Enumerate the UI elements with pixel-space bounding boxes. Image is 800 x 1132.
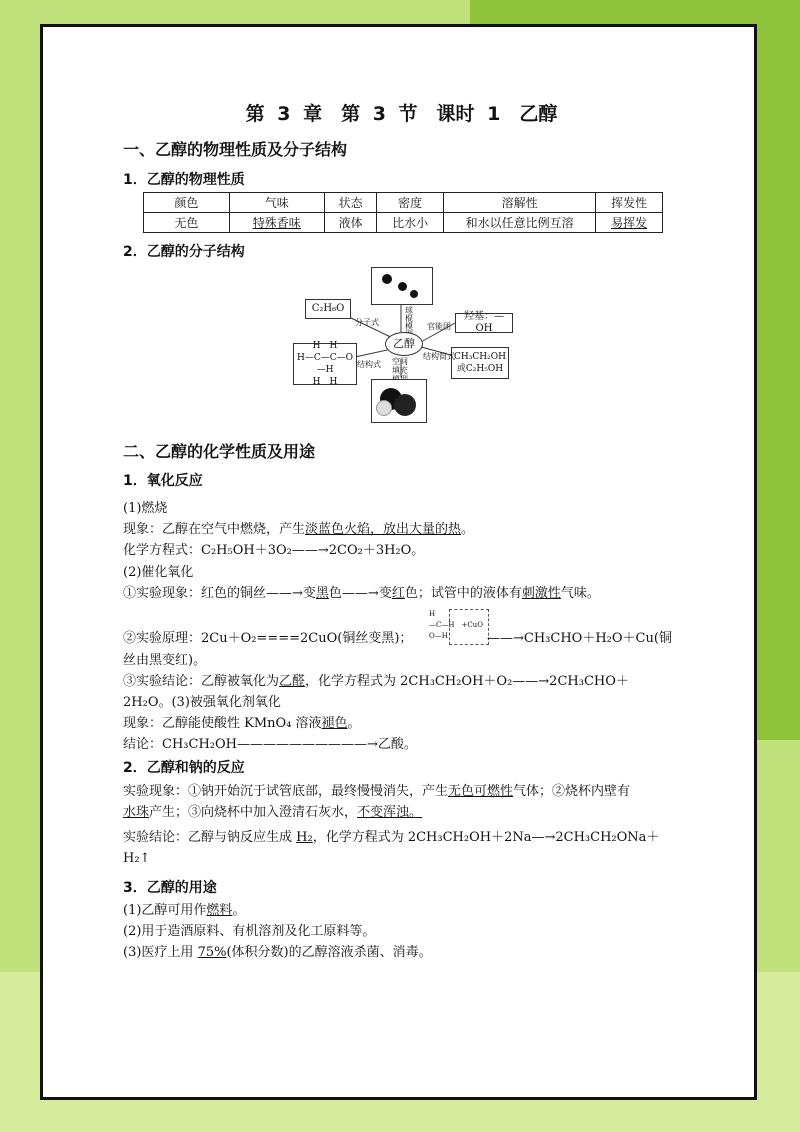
text: 气味。 [560,586,600,601]
catalytic-conclusion [123,672,629,692]
underlined-answer: 乙醛 [279,674,306,689]
underlined-answer: 淡蓝色火焰，放出大量的热 [305,522,462,537]
principle-product: ——→CH₃CHO＋H₂O＋Cu(铜 [487,631,672,646]
text: (体积分数)的乙醇溶液杀菌、消毒。 [226,945,432,960]
table-row [144,213,663,233]
text: 现象：乙醇在空气中燃烧，产生 [123,522,306,537]
text: ①实验现象：红色的铜丝——→变 [123,586,316,601]
text: 实验现象：①钠开始沉于试管底部，最终慢慢消失，产生 [123,784,449,799]
use-item-1 [123,901,245,921]
principle-continued: 丝由黑变红)。 [123,653,207,668]
table-cell: 气味 [229,193,324,213]
text: 。 [347,716,361,731]
table-cell: 液体 [324,213,376,233]
physical-properties-table [143,192,663,233]
table-cell: 溶解性 [443,193,595,213]
label-simplified-formula: 结构简式 [423,352,455,361]
label-space-filling: 空间填充 [392,357,408,375]
text: 色；试管中的液体有 [404,586,522,601]
table-header-row [144,193,663,213]
label-functional-group: 官能团 [427,322,451,331]
catalytic-title: (2)催化氧化 [123,565,194,580]
underlined-answer: 黑 [315,586,329,601]
table-cell: 易挥发 [596,213,663,233]
table-cell: 状态 [324,193,376,213]
burn-equation: 化学方程式：C₂H₅OH＋3O₂——→2CO₂＋3H₂O。 [123,543,425,558]
principle-line: ②实验原理：2Cu＋O₂====2CuO(铜丝变黑)； [123,631,413,646]
simplified-formula-line: 或C₂H₅OH [456,364,504,374]
text: ③实验结论：乙醇被氧化为 [123,674,280,689]
sodium-phenomenon-continued [123,803,422,823]
center-ethanol-oval: 乙醇 [385,332,423,356]
text: 产生；③向烧杯中加入澄清石灰水， [149,805,358,820]
strong-oxidation-phenomenon [123,714,361,734]
mini-structure [429,609,489,645]
text: (1)乙醇可用作 [123,903,207,918]
ball-stick-model [371,267,433,305]
table-cell: 密度 [377,193,444,213]
mini-structure-row: H [429,610,436,618]
underlined-answer: 红 [391,586,405,601]
functional-group-box: 羟基：—OH [455,313,513,333]
underlined-answer: 无色可燃性 [448,784,514,799]
table-cell: 和水以任意比例互溶 [443,213,595,233]
structural-formula-box [293,343,357,385]
table-cell: 颜色 [144,193,230,213]
section2-sub1: 1．氧化反应 [123,473,203,489]
section2-heading: 二、乙醇的化学性质及用途 [123,442,316,461]
text: 现象：乙醇能使酸性 KMnO₄ 溶液 [123,716,322,731]
underlined-answer: 刺激性 [521,586,561,601]
burn-phenomenon [123,520,474,540]
underlined-answer: H₂ [296,830,313,845]
space-filling-model [371,379,427,423]
document-page [40,24,757,1100]
table-cell: 挥发性 [596,193,663,213]
simplified-formula-line: CH₃CH₂OH [454,352,506,362]
underlined-answer: 褪色 [321,716,348,731]
table-cell: 无色 [144,213,230,233]
molecular-formula-box: C₂H₆O [305,299,351,319]
dashed-box [449,609,489,645]
simplified-formula-box [451,347,509,379]
atom-icon [410,290,418,298]
strong-oxidation-conclusion: 结论：CH₃CH₂OH——————————→乙酸。 [123,737,417,752]
structural-row: H H [312,341,338,351]
sodium-phenomenon [123,782,630,802]
sodium-conclusion-continued: H₂↑ [123,851,151,866]
structural-row: H—C—C—O—H [297,353,353,375]
table-cell: 比水小 [377,213,444,233]
text: 气体；②烧杯内壁有 [513,784,631,799]
burn-title: (1)燃烧 [123,501,168,516]
underlined-answer: 不变浑浊。 [357,805,423,820]
text: 实验结论：乙醇与钠反应生成 [123,830,297,845]
section1-sub2: 2．乙醇的分子结构 [123,244,245,260]
table-cell: 特殊香味 [229,213,324,233]
underlined-answer: 75% [197,945,227,960]
section1-sub1: 1．乙醇的物理性质 [123,172,245,188]
catalytic-phenomenon [123,584,600,604]
underlined-answer: 燃料 [206,903,233,918]
use-item-2: (2)用于造酒原料、有机溶剂及化工原料等。 [123,924,376,939]
text: 。 [461,522,475,537]
section2-sub3: 3．乙醇的用途 [123,880,217,896]
label-molecular-formula: 分子式 [355,318,379,327]
text: ，化学方程式为 2CH₃CH₂OH＋O₂——→2CH₃CHO＋ [305,674,629,689]
underlined-answer: 水珠 [123,805,150,820]
structural-row: H H [312,377,338,387]
page-title: 第 3 章 第 3 节 课时 1 乙醇 [245,103,558,125]
label-structural-formula: 结构式 [357,360,381,369]
sodium-conclusion [123,828,659,848]
atom-icon [398,282,407,291]
atom-icon [394,394,416,416]
text: 色——→变 [328,586,392,601]
mini-structure-row: —C—H +CuO [429,621,483,629]
conclusion-continued: 2H₂O。(3)被强氧化剂氧化 [123,695,281,710]
section2-sub2: 2．乙醇和钠的反应 [123,760,245,776]
molecule-structure-diagram [293,267,533,427]
mini-structure-row: O—H [429,632,448,640]
text: 。 [232,903,246,918]
atom-icon [376,400,392,416]
label-ball-model: 球棍模 [405,306,413,331]
text: ，化学方程式为 2CH₃CH₂OH＋2Na—→2CH₃CH₂ONa＋ [312,830,660,845]
section1-heading: 一、乙醇的物理性质及分子结构 [123,140,348,159]
text: (3)医疗上用 [123,945,198,960]
atom-icon [382,274,392,284]
use-item-3 [123,943,432,963]
